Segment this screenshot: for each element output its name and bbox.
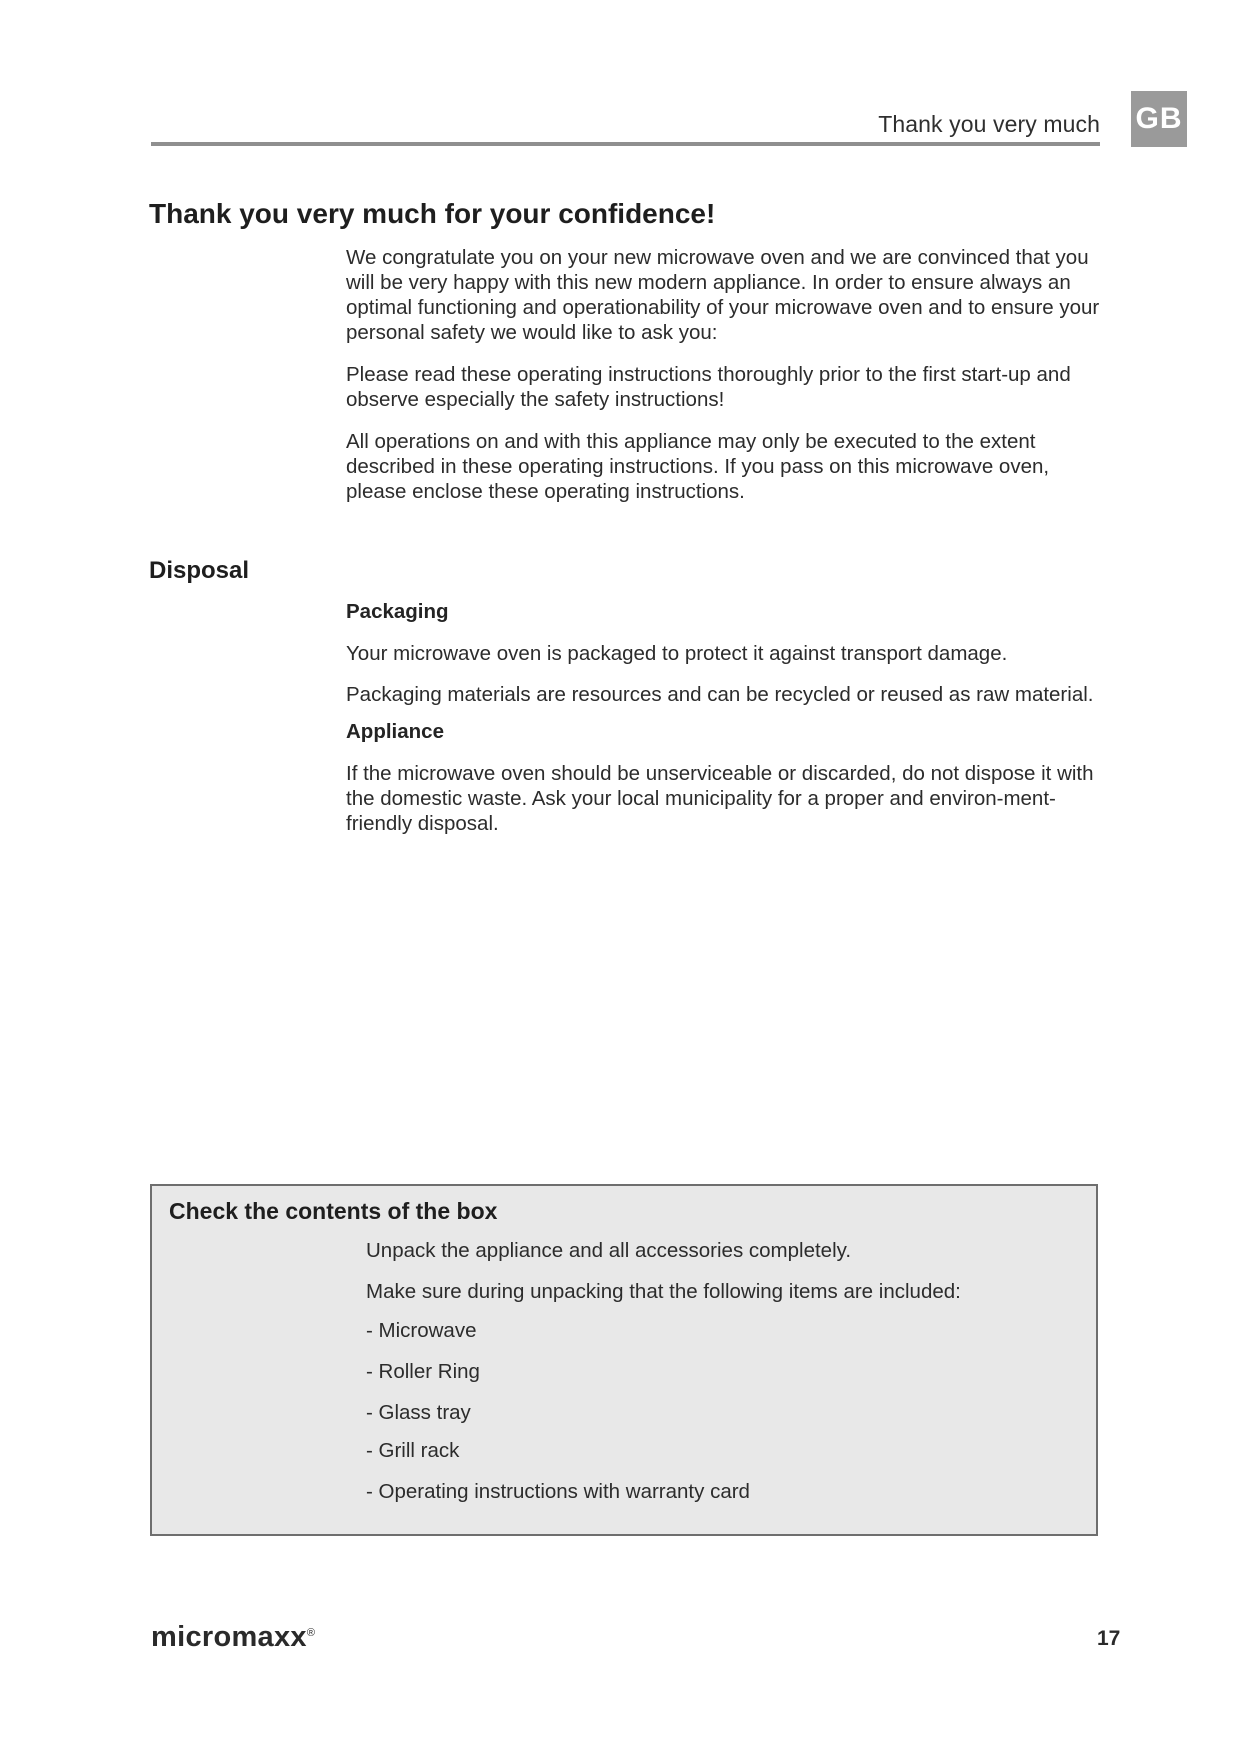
brand-name: micromaxx	[151, 1621, 307, 1653]
running-header-title: Thank you very much	[878, 111, 1100, 137]
packaging-paragraph: Your microwave oven is packaged to protect it against transport damage.	[346, 642, 1008, 665]
contents-box-body	[366, 1238, 1066, 1520]
intro-paragraph: Please read these operating instructions thoroughly prior to the first start-up and observe especially the safety instructions!	[346, 363, 1071, 411]
list-item: - Operating instructions with warranty card	[366, 1480, 750, 1503]
list-item: - Microwave	[366, 1319, 477, 1342]
page-title: Thank you very much for your confidence!	[149, 198, 716, 229]
contents-box-heading: Check the contents of the box	[169, 1198, 498, 1224]
intro-paragraph: All operations on and with this appliance may only be executed to the extent described in these operating instructions. If you pass on this microwave oven, please enclose these operating instructions.	[346, 430, 1050, 503]
disposal-heading: Disposal	[149, 557, 250, 584]
list-item: - Glass tray	[366, 1401, 471, 1424]
intro-paragraph: We congratulate you on your new microwave oven and we are convinced that you will be very happy with this new modern appliance. In order to ensure always an optimal functioning and operationability of your microwave oven and to ensure your personal safety we would like to ask you:	[346, 246, 1100, 344]
registered-mark: ®	[306, 1627, 316, 1639]
language-badge: GB	[1131, 91, 1187, 147]
list-item: - Roller Ring	[366, 1360, 480, 1383]
contents-checklist-box	[150, 1184, 1098, 1536]
contents-box-paragraph: Make sure during unpacking that the following items are included:	[366, 1280, 961, 1303]
packaging-paragraph: Packaging materials are resources and can be recycled or reused as raw material.	[346, 683, 1094, 706]
intro-text-block	[346, 245, 1106, 521]
contents-box-paragraph: Unpack the appliance and all accessories completely.	[366, 1239, 852, 1262]
header-divider	[151, 142, 1100, 146]
packaging-subheading: Packaging	[346, 600, 449, 623]
appliance-subheading: Appliance	[346, 720, 444, 743]
list-item: - Grill rack	[366, 1439, 460, 1462]
contents-item-list	[366, 1318, 1066, 1504]
disposal-text-block	[346, 599, 1106, 852]
page-number: 17	[1097, 1627, 1121, 1650]
appliance-paragraph: If the microwave oven should be unserviceable or discarded, do not dispose it with the domestic waste. Ask your local municipality for a proper and environ-ment-friendly disposal.	[346, 762, 1094, 835]
brand-logo	[151, 1621, 315, 1654]
